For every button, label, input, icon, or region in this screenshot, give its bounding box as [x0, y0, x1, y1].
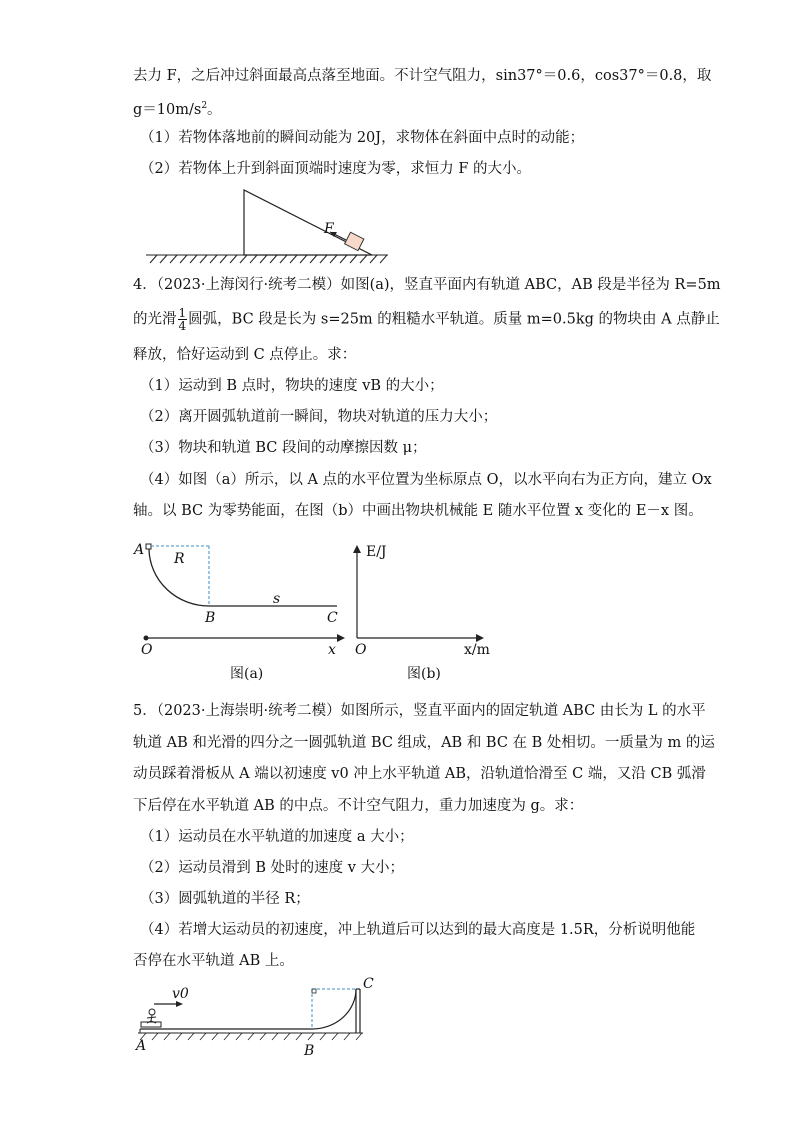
- label-v0: v0: [172, 986, 189, 1002]
- origin-label: O: [355, 642, 367, 658]
- q4-subquestion-3: （3）物块和轨道 BC 段间的动摩擦因数 μ；: [140, 440, 427, 456]
- label-s: s: [273, 591, 281, 607]
- q5-text-line-4: 下后停在水平轨道 AB 的中点。不计空气阻力，重力加速度为 g。求：: [133, 798, 584, 814]
- q3-text-line-1: 去力 F，之后冲过斜面最高点落至地面。不计空气阻力，sin37°＝0.6，cos37°＝0.8，取: [133, 68, 712, 84]
- label-x: x: [328, 642, 336, 658]
- q3-text-line-2: $g=10m/s^2$。: [133, 101, 222, 118]
- label-R: R: [174, 551, 185, 567]
- q5-text-line-1: 5．（2023·上海崇明·统考二模）如图所示，竖直平面内的固定轨道 ABC 由长为 L 的水平: [133, 703, 706, 719]
- q5-text-line-3: 动员踩着滑板从 A 端以初速度 v0 冲上水平轨道 AB，沿轨道恰滑至 C 端，又沿 CB 弧滑: [133, 766, 706, 782]
- q4-text-line-3: 释放，恰好运动到 C 点停止。求：: [133, 347, 357, 363]
- q4-text-line-2: 的光滑 $\frac{1}{4}$ 圆弧，BC 段是长为 s=25m 的粗糙水平轨道。质量 m=0.5kg 的物块由 A 点静止: [133, 306, 720, 333]
- fraction-quarter: $\frac{1}{4}$: [178, 306, 187, 333]
- label-A: A: [136, 1038, 147, 1054]
- label-A: A: [134, 542, 145, 558]
- force-label: F: [324, 221, 334, 237]
- q5-subquestion-4-line-2: 否停在水平轨道 AB 上。: [133, 953, 294, 969]
- q5-subquestion-3: （3）圆弧轨道的半径 R；: [140, 891, 310, 907]
- q4-subquestion-4-line-1: （4）如图（a）所示，以 A 点的水平位置为坐标原点 O，以水平向右为正方向，建立 Ox: [140, 472, 712, 488]
- xlabel: x/m: [464, 642, 490, 658]
- q5-subquestion-4-line-1: （4）若增大运动员的初速度，冲上轨道后可以达到的最大高度是 1.5R，分析说明他能: [140, 922, 696, 938]
- track-hatch: [138, 1033, 363, 1040]
- q5-text-line-2: 轨道 AB 和光滑的四分之一圆弧轨道 BC 组成，AB 和 BC 在 B 处相切。一质量为 m 的运: [133, 735, 715, 751]
- label-C: C: [327, 610, 338, 626]
- label-O: O: [141, 642, 153, 658]
- q3-subquestion-1: （1）若物体落地前的瞬间动能为 20J，求物体在斜面中点时的动能；: [140, 130, 585, 146]
- ylabel: E/J: [366, 544, 387, 560]
- q4-subquestion-1: （1）运动到 B 点时，物块的速度 vB 的大小；: [140, 378, 444, 394]
- label-B: B: [205, 610, 216, 626]
- q3-subquestion-2: （2）若物体上升到斜面顶端时速度为零，求恒力 F 的大小。: [140, 161, 532, 177]
- label-C: C: [363, 976, 374, 992]
- q5-subquestion-1: （1）运动员在水平轨道的加速度 a 大小；: [140, 829, 414, 845]
- label-B: B: [304, 1043, 315, 1059]
- q4-text-line-1: 4．（2023·上海闵行·统考二模）如图(a)，竖直平面内有轨道 ABC，AB 段是半径为 R=5m: [133, 277, 721, 293]
- caption-b: 图(b): [407, 666, 441, 682]
- quarter-arc-bc: [312, 989, 356, 1029]
- q4-subquestion-2: （2）离开圆弧轨道前一瞬间，物块对轨道的压力大小；: [140, 409, 498, 425]
- skateboarder-icon: [141, 1009, 161, 1027]
- q4-subquestion-4-line-2: 轴。以 BC 为零势能面，在图（b）中画出物块机械能 E 随水平位置 x 变化的 E－x 图。: [133, 503, 703, 519]
- q5-subquestion-2: （2）运动员滑到 B 处时的速度 v 大小；: [140, 860, 405, 876]
- caption-a: 图(a): [230, 666, 264, 682]
